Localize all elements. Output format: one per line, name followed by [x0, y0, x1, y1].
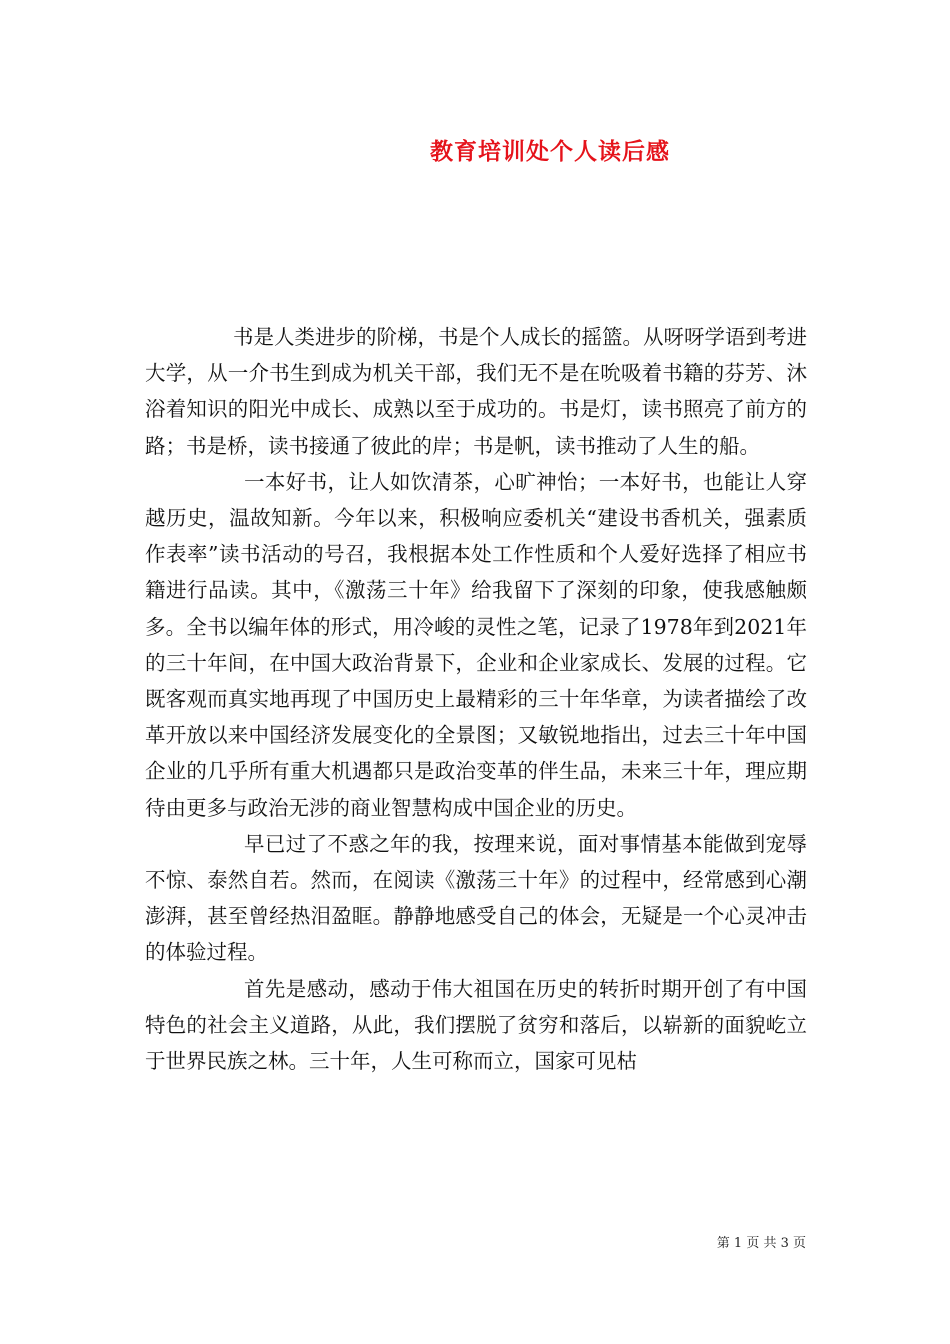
page-number-footer: 第 1 页 共 3 页	[716, 1236, 806, 1251]
paragraph-3: 早已过了不惑之年的我，按理来说，面对事情基本能做到宠辱不惊、泰然自若。然而，在阅读《激荡三十年》的过程中，经常感到心潮澎湃，甚至曾经热泪盈眶。静静地感受自己的体会，无疑是一个心灵冲击的体验过程。	[145, 831, 807, 965]
document-title: 教育培训处个人读后感	[430, 138, 670, 165]
document-body	[145, 319, 807, 1079]
paragraph-4: 首先是感动，感动于伟大祖国在历史的转折时期开创了有中国特色的社会主义道路，从此，我们摆脱了贫穷和落后，以崭新的面貌屹立于世界民族之林。三十年，人生可称而立，国家可见枯	[145, 976, 807, 1074]
paragraph-1: 书是人类进步的阶梯，书是个人成长的摇篮。从呀呀学语到考进大学，从一介书生到成为机关干部，我们无不是在吮吸着书籍的芬芳、沐浴着知识的阳光中成长、成熟以至于成功的。书是灯，读书照亮了前方的路；书是桥，读书接通了彼此的岸；书是帆，读书推动了人生的船。	[145, 325, 807, 458]
paragraph-2: 一本好书，让人如饮清茶，心旷神怡；一本好书，也能让人穿越历史，温故知新。今年以来，积极响应委机关“建设书香机关，强素质作表率”读书活动的号召，我根据本处工作性质和个人爱好选择了相应书籍进行品读。其中，《激荡三十年》给我留下了深刻的印象，使我感触颇多。全书以编年体的形式，用冷峻的灵性之笔，记录了1978年到2021年的三十年间，在中国大政治背景下，企业和企业家成长、发展的过程。它既客观而真实地再现了中国历史上最精彩的三十年华章，为读者描绘了改革开放以来中国经济发展变化的全景图；又敏锐地指出，过去三十年中国企业的几乎所有重大机遇都只是政治变革的伴生品，未来三十年，理应期待由更多与政治无涉的商业智慧构成中国企业的历史。	[145, 469, 807, 820]
